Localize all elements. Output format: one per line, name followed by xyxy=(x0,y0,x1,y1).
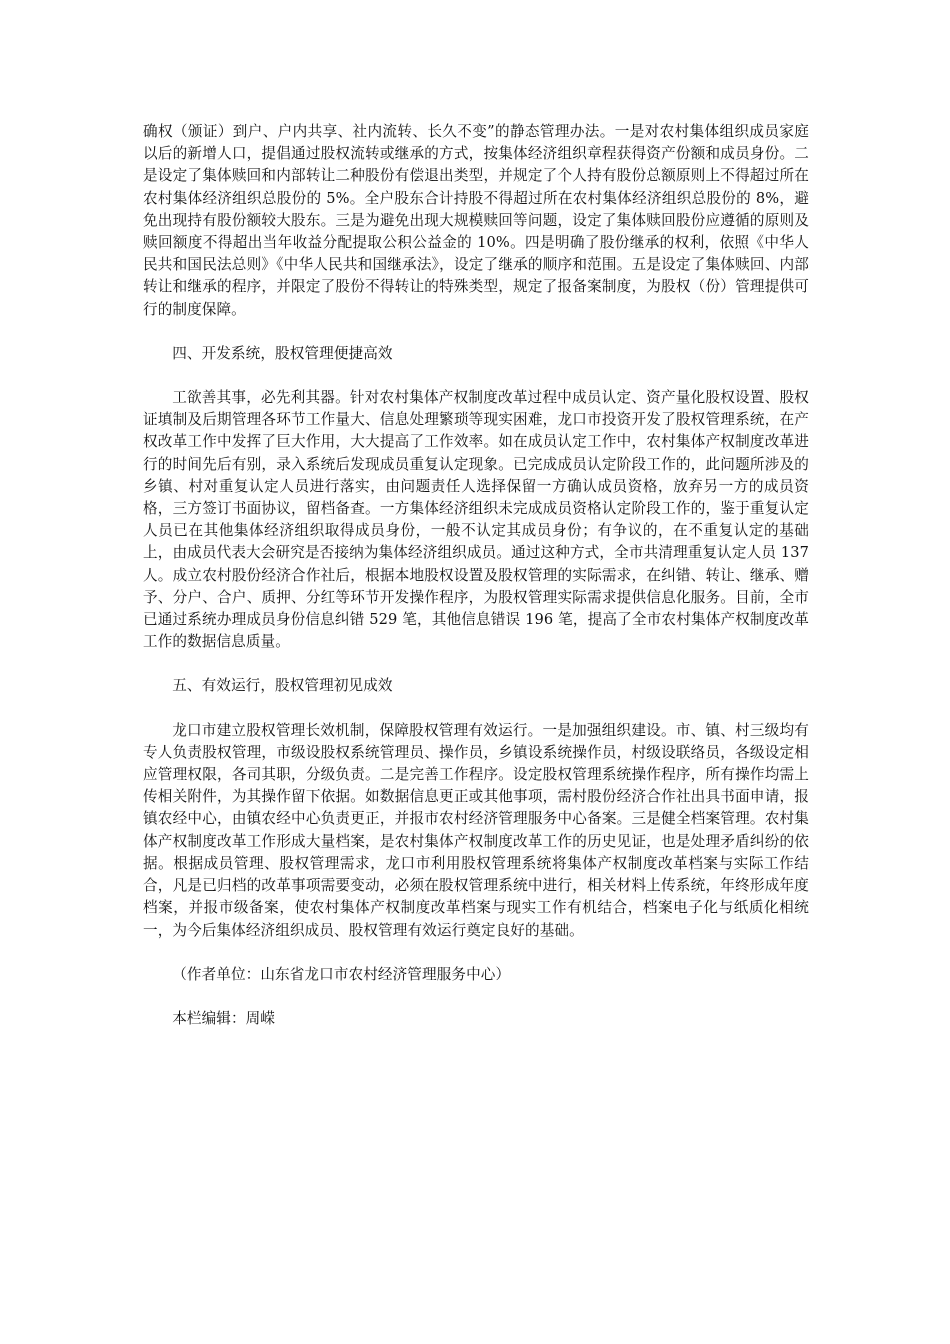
spacer xyxy=(143,986,809,1008)
section-heading-5: 五、有效运行，股权管理初见成效 xyxy=(172,677,393,695)
spacer xyxy=(143,698,809,720)
column-editor: 本栏编辑：周嵘 xyxy=(172,1009,276,1027)
spacer xyxy=(143,321,809,343)
paragraph-development-system: 工欲善其事，必先利其器。针对农村集体产权制度改革过程中成员认定、资产量化股权设置、股权证填制及后期管理各环节工作量大、信息处理繁琐等现实困难，龙口市投资开发了股权管理系统，在产权改革工作中发挥了巨大作用，大大提高了工作效率。如在成员认定工作中，农村集体产权制度改革进行的时间先后有别，录入系统后发现成员重复认定现象。已完成成员认定阶段工作的，此问题所涉及的乡镇、村对重复认定人员进行落实，由问题责任人选择保留一方确认成员资格，放弃另一方的成员资格，三方签订书面协议，留档备查。一方集体经济组织未完成成员资格认定阶段工作的，鉴于重复认定人员已在其他集体经济组织取得成员身份，一般不认定其成员身份；有争议的，在不重复认定的基础上，由成员代表大会研究是否接纳为集体经济组织成员。通过这种方式，全市共清理重复认定人员 137 人。成立农村股份经济合作社后，根据本地股权设置及股权管理的实际需求，在纠错、转让、继承、赠予、分户、合户、质押、分红等环节开发操作程序，为股权管理实际需求提供信息化服务。目前，全市已通过系统办理成员身份信息纠错 529 笔，其他信息错误 196 笔，提高了全市农村集体产权制度改革工作的数据信息质量。 xyxy=(143,389,809,651)
paragraph-effective-operation: 龙口市建立股权管理长效机制，保障股权管理有效运行。一是加强组织建设。市、镇、村三级均有专人负责股权管理，市级设股权系统管理员、操作员，乡镇设系统操作员，村级设联络员，各级设定相应管理权限，各司其职，分级负责。二是完善工作程序。设定股权管理系统操作程序，所有操作均需上传相关附件，为其操作留下依据。如数据信息更正或其他事项，需村股份经济合作社出具书面申请，报镇农经中心，由镇农经中心负责更正，并报市农村经济管理服务中心备案。三是健全档案管理。农村集体产权制度改革工作形成大量档案，是农村集体产权制度改革工作的历史见证，也是处理矛盾纠纷的依据。根据成员管理、股权管理需求，龙口市利用股权管理系统将集体产权制度改革档案与实际工作结合，凡是已归档的改革事项需要变动，必须在股权管理系统中进行，相关材料上传系统，年终形成年度档案，并报市级备案，使农村集体产权制度改革档案与现实工作有机结合，档案电子化与纸质化相统一，为今后集体经济组织成员、股权管理有效运行奠定良好的基础。 xyxy=(143,721,809,939)
spacer xyxy=(143,942,809,964)
article-body xyxy=(143,121,809,1030)
section-heading-4: 四、开发系统，股权管理便捷高效 xyxy=(172,344,393,362)
author-unit: （作者单位：山东省龙口市农村经济管理服务中心） xyxy=(172,965,511,983)
paragraph-continued: 确权（颁证）到户、户内共享、社内流转、长久不变”的静态管理办法。一是对农村集体组织成员家庭以后的新增人口，提倡通过股权流转或继承的方式，按集体经济组织章程获得资产份额和成员身份。二是设定了集体赎回和内部转让二种股份有偿退出类型，并规定了个人持有股份总额原则上不得超过所在农村集体经济组织总股份的 5%。全户股东合计持股不得超过所在农村集体经济组织总股份的 8%，避免出现持有股份额较大股东。三是为避免出现大规模赎回等问题，设定了集体赎回股份应遵循的原则及赎回额度不得超出当年收益分配提取公积公益金的 10%。四是明确了股份继承的权利，依照《中华人民共和国民法总则》《中华人民共和国继承法》，设定了继承的顺序和范围。五是设定了集体赎回、内部转让和继承的程序，并限定了股份不得转让的特殊类型，规定了报备案制度，为股权（份）管理提供可行的制度保障。 xyxy=(143,123,809,318)
spacer xyxy=(143,365,809,387)
spacer xyxy=(143,653,809,675)
